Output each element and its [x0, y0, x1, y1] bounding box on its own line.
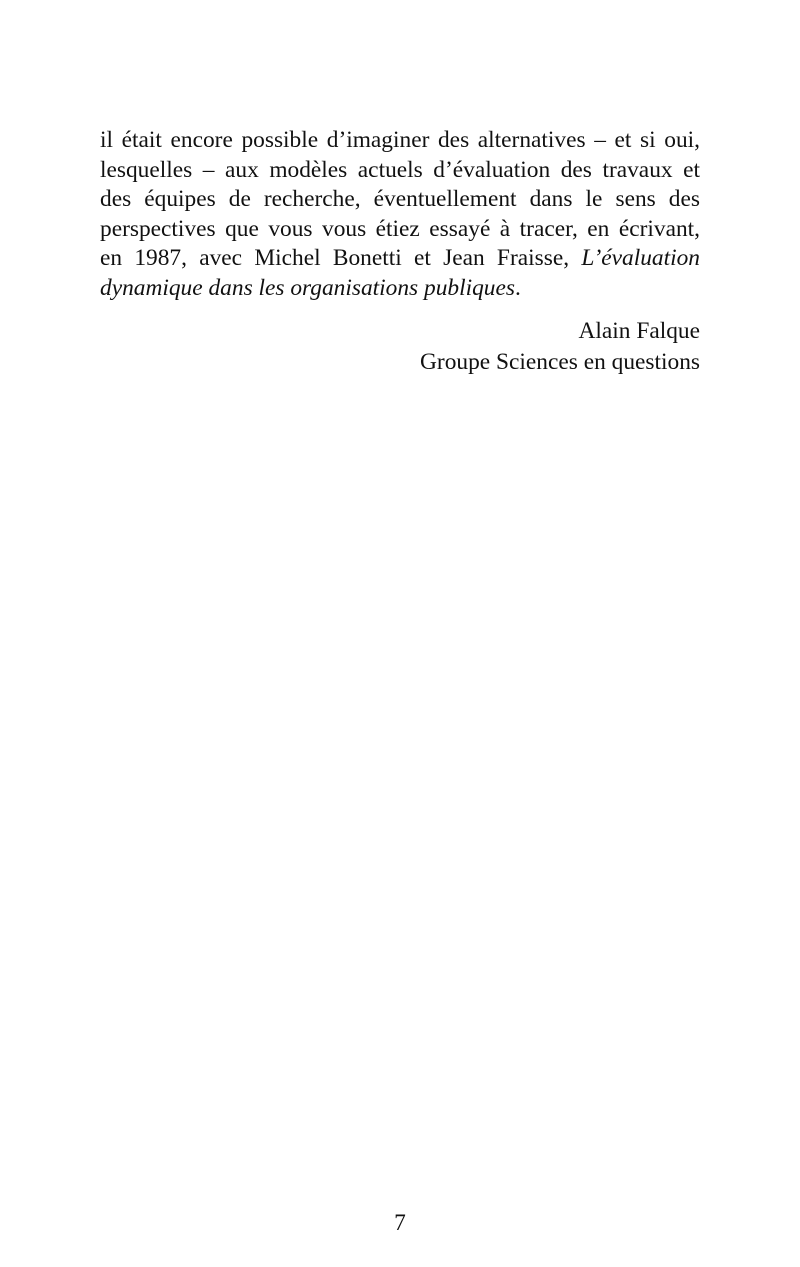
text-line: lesquelles – aux modèles actuels d’évaluation des travaux et — [100, 156, 700, 183]
text-line: il était encore possible d’imaginer des alternatives – et si oui, — [100, 127, 700, 153]
text-line: des équipes de recherche, éventuellement dans le sens des — [100, 186, 700, 213]
signature-name: Alain Falque — [578, 318, 700, 344]
signature-group: Groupe Sciences en questions — [420, 349, 700, 375]
sentence-end: . — [514, 274, 521, 301]
book-title-end: dynamique dans les organisations publiques — [100, 274, 515, 301]
text-line-plain: en 1987, avec Michel Bonetti et Jean Fraisse, — [100, 245, 570, 272]
text-line — [100, 274, 700, 304]
page-number: 7 — [394, 1210, 406, 1236]
text-line — [100, 244, 700, 274]
text-line: perspectives que vous vous étiez essayé à tracer, en écrivant, — [100, 215, 700, 242]
signature-block — [420, 316, 700, 378]
body-paragraph — [100, 126, 700, 304]
book-title-start: L’évaluation — [581, 245, 700, 272]
